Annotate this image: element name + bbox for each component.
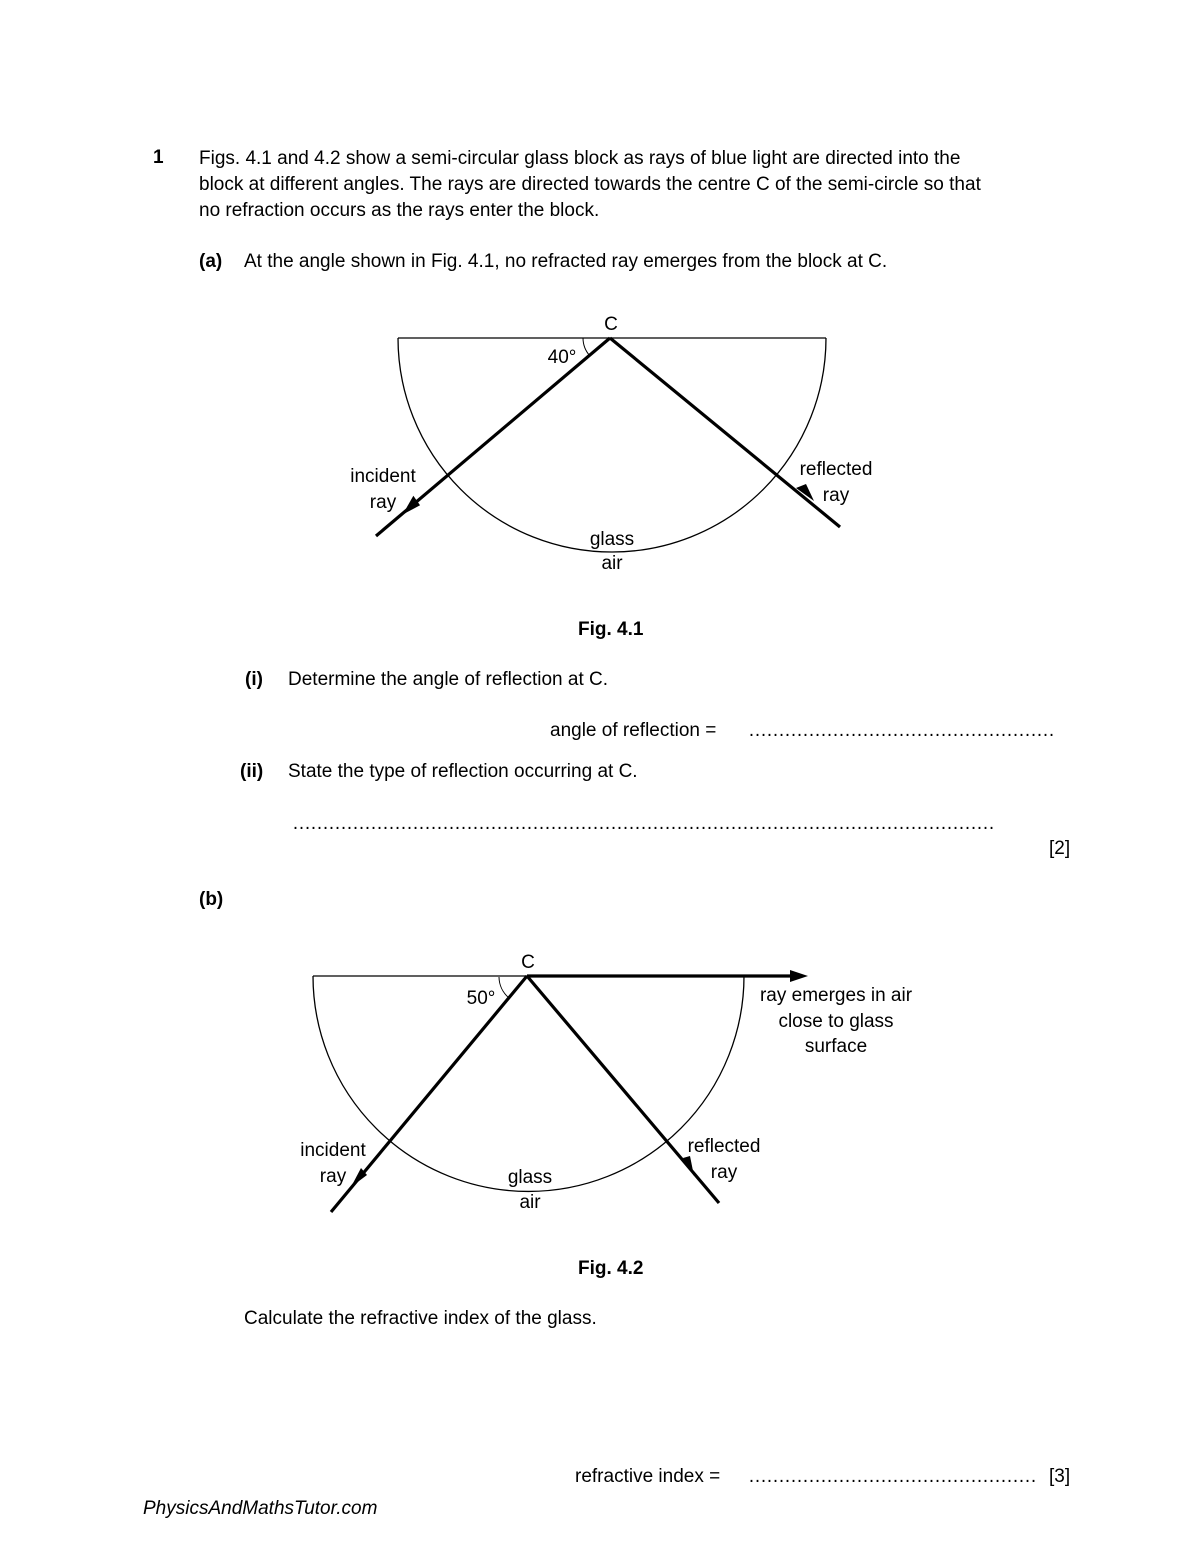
angle-label: 50°	[466, 988, 496, 1009]
angle-of-reflection-answer[interactable]: ……………………………………………	[748, 720, 1054, 741]
emerge-label-line-1: ray emerges in air	[759, 985, 913, 1006]
part-b-text: Calculate the refractive index of the glass.	[244, 1308, 597, 1329]
air-label: air	[601, 553, 623, 574]
part-a-text: At the angle shown in Fig. 4.1, no refracted ray emerges from the block at C.	[244, 251, 888, 272]
intro-line-2: block at different angles. The rays are directed towards the centre C of the semi-circle so that	[199, 174, 981, 195]
sub-i-label: (i)	[245, 669, 263, 690]
angle-of-reflection-prompt: angle of reflection =	[550, 720, 717, 741]
point-c-label: C	[604, 314, 618, 335]
figure-4-1-caption: Fig. 4.1	[578, 619, 644, 640]
reflected-label-line-1: reflected	[687, 1136, 761, 1157]
angle-label: 40°	[547, 347, 577, 368]
glass-label: glass	[589, 529, 635, 550]
air-label: air	[519, 1192, 541, 1213]
angle-arc	[499, 977, 509, 998]
intro-line-3: no refraction occurs as the rays enter the block.	[199, 200, 600, 221]
refractive-index-prompt: refractive index =	[575, 1466, 721, 1487]
marks-part-a: [2]	[1049, 838, 1071, 859]
incident-label-line-1: incident	[300, 1140, 366, 1161]
reflection-type-answer[interactable]: ………………………………………………………………………………………………………	[292, 813, 994, 834]
reflected-arrow-icon	[683, 1156, 694, 1176]
semicircle-edge	[313, 976, 744, 1191]
sub-ii-text: State the type of reflection occurring at C.	[288, 761, 638, 782]
sub-ii-label: (ii)	[240, 761, 264, 782]
question-number: 1	[153, 147, 164, 168]
emerge-label-line-2: close to glass	[778, 1011, 894, 1032]
part-b-label: (b)	[199, 889, 224, 910]
part-a-label: (a)	[199, 251, 223, 272]
reflected-label-line-1: reflected	[799, 459, 873, 480]
emerge-label-line-3: surface	[804, 1036, 868, 1057]
emerging-arrow-icon	[790, 970, 808, 982]
glass-label: glass	[507, 1167, 553, 1188]
sub-i-text: Determine the angle of reflection at C.	[288, 669, 609, 690]
reflected-label-line-2: ray	[710, 1162, 738, 1183]
incident-label-line-1: incident	[350, 466, 416, 487]
point-c-label: C	[521, 952, 535, 973]
figure-4-2-caption: Fig. 4.2	[578, 1258, 644, 1279]
intro-line-1: Figs. 4.1 and 4.2 show a semi-circular glass block as rays of blue light are directed into the	[199, 148, 961, 169]
incident-label-line-2: ray	[369, 492, 397, 513]
footer-source: PhysicsAndMathsTutor.com	[143, 1498, 378, 1519]
incident-label-line-2: ray	[319, 1166, 347, 1187]
marks-part-b: [3]	[1049, 1466, 1071, 1487]
refractive-index-answer[interactable]: …………………………………………	[748, 1466, 1036, 1487]
reflected-label-line-2: ray	[822, 485, 850, 506]
